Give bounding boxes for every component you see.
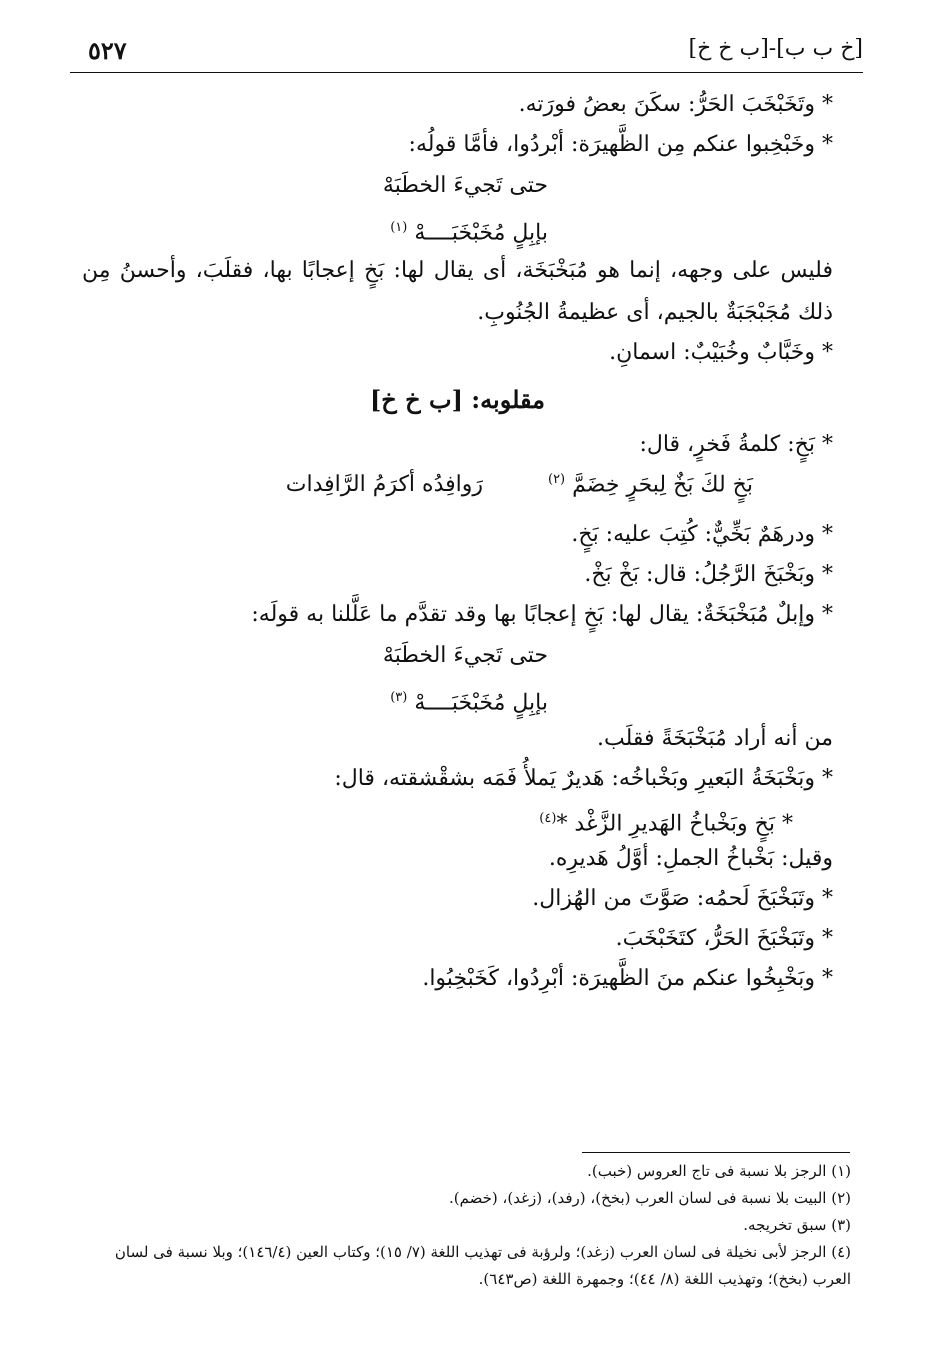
footnote-ref: (٢) xyxy=(547,472,566,487)
footnote: (١) الرجز بلا نسبة فى تاج العروس (خبب). xyxy=(587,1162,851,1180)
text-line: * وتَبَخْبَخَ لَحمُه: صَوَّتَ من الهُزال. xyxy=(532,886,833,911)
section-heading: مقلوبه: [ب خ خ] xyxy=(369,385,546,414)
text-line: * ودرهَمٌ بَخِّيٌّ: كُتِبَ عليه: بَخٍ. xyxy=(571,522,833,547)
text-line: * وبَخْبِخُوا عنكم منَ الظَّهيرَة: أبْرِدُوا، كَخَبْخِبُوا. xyxy=(422,966,833,991)
footnote-ref: (٣) xyxy=(390,690,408,705)
page-header xyxy=(70,28,863,68)
footnote-rule xyxy=(582,1152,850,1153)
poetry-couplet xyxy=(82,466,833,516)
hemistich-first xyxy=(548,472,753,497)
verse-line xyxy=(82,800,833,840)
verse-text: بإبِلٍ مُخَبْخَبَــــهْ xyxy=(414,220,548,246)
footnotes xyxy=(84,1158,851,1293)
verse-line xyxy=(82,678,548,720)
text-line: * وبَخْبَخَ الرَّجُلُ: قال: بَخْ بَخْ. xyxy=(584,562,833,587)
text-line: * وإبلٌ مُبَخْبَخَةٌ: يقال لها: بَخٍ إعجابًا بها وقد تقدَّم ما عَلَّلنا به قولَه: xyxy=(251,602,833,627)
verse-line xyxy=(82,166,548,208)
verse-line xyxy=(82,208,548,250)
paragraph: فليس على وجهه، إنما هو مُبَخْبَخَة، أى يقال لها: بَخٍ إعجابًا بها، فقلَبَ، وأحسنُ مِن ذلك مُجَبْجَبَةٌ بالجيم، أى عظيمةُ الجُنُوبِ. xyxy=(82,258,833,325)
text-line: وقيل: بَخْباخُ الجملِ: أوَّلُ هَديرِه. xyxy=(548,846,833,871)
verse-text: * بَخٍ وبَخْباخُ الهَديرِ الزَّغْد * xyxy=(556,811,793,837)
header-rule xyxy=(70,72,863,73)
verse-text: حتى تَجيءَ الخطَبَهْ xyxy=(382,173,548,198)
hemistich-text: بَخٍ لكَ بَخٌ لِبحَرٍ خِضَمَّ xyxy=(572,472,753,498)
verse-text: حتى تَجيءَ الخطَبَهْ xyxy=(382,643,548,668)
verse-line xyxy=(82,636,548,678)
text-line: من أنه أراد مُبَخْبَخَةً فقلَب. xyxy=(597,726,833,751)
text-line: * وخَبَّابٌ وخُبَيْبٌ: اسمانِ. xyxy=(609,340,833,365)
hemistich-second: رَوافِدُه أكرَمُ الرَّافِدات xyxy=(285,472,483,497)
running-head: [خ ب ب]-[ب خ خ] xyxy=(688,36,863,61)
main-text xyxy=(82,86,833,1000)
footnote: (٣) سبق تخريجه. xyxy=(743,1216,851,1234)
verse-text: بإبِلٍ مُخَبْخَبَــــهْ xyxy=(414,690,548,716)
footnote: (٤) الرجز لأبى نخيلة فى لسان العرب (زغد)؛ ولرؤبة فى تهذيب اللغة (٧/ ١٥)؛ وكتاب العين (١٤٦/٤)؛ وبلا نسبة فى لسان العرب (بخخ)؛ وتهذيب اللغة (٨/ ٤٤)؛ وجمهرة اللغة (ص٦٤٣). xyxy=(114,1243,851,1288)
text-line: * وبَخْبَخَةُ البَعيرِ وبَخْباخُه: هَديرٌ يَملأُ فَمَه بشقْشقته، قال: xyxy=(334,766,833,791)
text-line: * وتَخَبْخَبَ الحَرُّ: سكَنَ بعضُ فورَته. xyxy=(518,92,833,117)
footnote-ref: (٤) xyxy=(539,811,557,826)
text-line: * بَخٍ: كلمةُ فَخرٍ، قال: xyxy=(639,432,833,457)
text-line: * وتَبَخْبَخَ الحَرُّ، كتَخَبْخَبَ. xyxy=(615,926,833,951)
page-number: ٥٢٧ xyxy=(88,36,127,65)
footnote: (٢) البيت بلا نسبة فى لسان العرب (بخخ)، (رفد)، (زغد)، (خضم). xyxy=(449,1189,851,1207)
text-line: * وخَبْخِبوا عنكم مِن الظَّهيرَة: أبْردُوا، فأمَّا قولُه: xyxy=(408,132,833,157)
footnote-ref: (١) xyxy=(390,220,408,235)
